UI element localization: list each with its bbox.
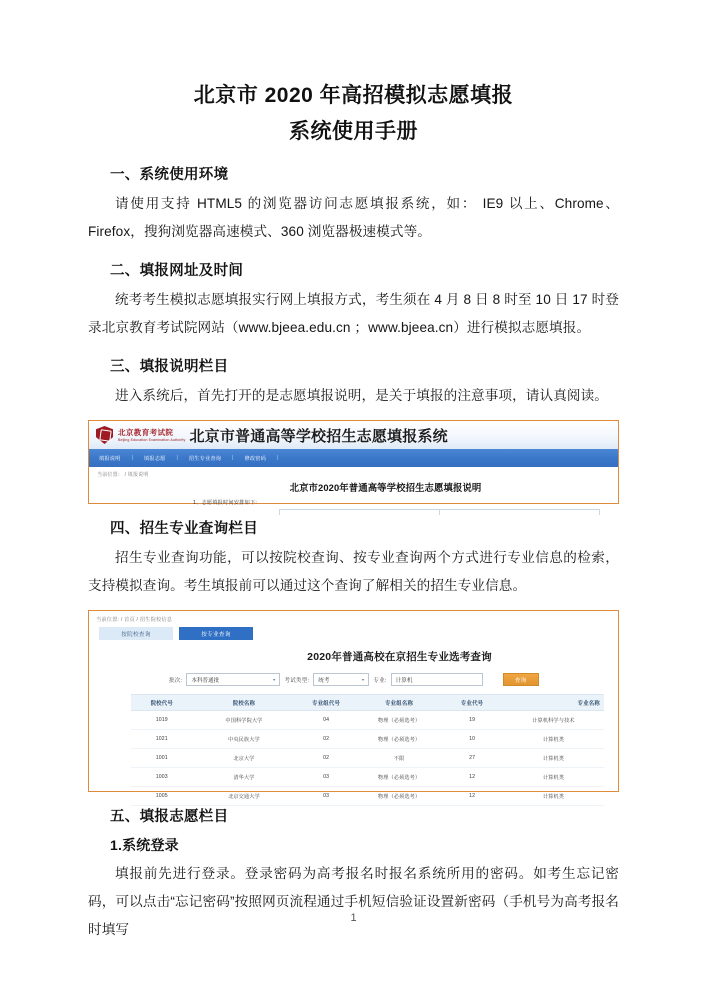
cell-school-code: 1021 bbox=[131, 730, 193, 749]
table-row bbox=[131, 768, 604, 787]
section-paragraph-4: 招生专业查询功能，可以按院校查询、按专业查询两个方式进行专业信息的检索，支持模拟查询。考生填报前可以通过这个查询了解相关的招生专业信息。 bbox=[88, 550, 619, 593]
cell-major-name: 计算机科学与技术 bbox=[503, 711, 604, 730]
page-number: 1 bbox=[350, 912, 357, 924]
cell-major-name: 计算机类 bbox=[503, 787, 604, 806]
notice-item-1: 1、志愿填报时间安排如下: bbox=[193, 500, 257, 506]
nav-separator: | bbox=[277, 455, 279, 461]
tab-by-school[interactable]: 按院校查询 bbox=[99, 627, 173, 640]
system-title: 北京市普通高等学校招生志愿填报系统 bbox=[189, 427, 448, 445]
cell-major-code: 12 bbox=[441, 787, 503, 806]
section-paragraph-3: 进入系统后，首先打开的是志愿填报说明，是关于填报的注意事项，请认真阅读。 bbox=[115, 388, 608, 403]
table-row bbox=[131, 730, 604, 749]
query-breadcrumb: 当前位置: / 首页 / 招生院校信息 bbox=[96, 617, 173, 623]
cell-major-code: 12 bbox=[441, 768, 503, 787]
logo-english-name: Beijing Education Examination Authority bbox=[118, 437, 186, 442]
cell-group-code: 02 bbox=[295, 730, 357, 749]
page-title bbox=[88, 78, 619, 150]
embedded-screenshot-major-query bbox=[88, 610, 619, 800]
column-header-school-code: 院校代号 bbox=[131, 695, 193, 711]
exam-type-select[interactable] bbox=[313, 673, 369, 686]
cell-school-code: 1019 bbox=[131, 711, 193, 730]
nav-separator: | bbox=[232, 455, 234, 461]
nav-item-change-password[interactable]: 修改密码 bbox=[244, 455, 267, 462]
column-header-group-name: 专业组名称 bbox=[357, 695, 441, 711]
column-header-major-name: 专业名称 bbox=[503, 695, 604, 711]
title-line-2: 系统使用手册 bbox=[289, 120, 418, 143]
cell-group-name: 物理（必须选考） bbox=[357, 730, 441, 749]
cell-major-name: 计算机类 bbox=[503, 749, 604, 768]
cell-group-name: 物理（必须选考） bbox=[357, 768, 441, 787]
column-header-school-name: 院校名称 bbox=[193, 695, 296, 711]
section-paragraph-1: 请使用支持 HTML5 的浏览器访问志愿填报系统，如： IE9 以上、Chrome、Firefox，搜狗浏览器高速模式、360 浏览器极速模式等。 bbox=[88, 196, 619, 239]
major-input-value: 计算机 bbox=[395, 677, 413, 684]
major-label: 专业: bbox=[373, 677, 387, 684]
embedded-screenshot-system bbox=[88, 420, 619, 504]
table-row bbox=[131, 749, 604, 768]
system-content-area bbox=[89, 480, 618, 514]
query-results-table-wrapper bbox=[131, 694, 604, 806]
cell-school-name: 清华大学 bbox=[193, 768, 296, 787]
cell-major-name: 计算机类 bbox=[503, 768, 604, 787]
cell-group-code: 03 bbox=[295, 768, 357, 787]
table-row bbox=[131, 787, 604, 806]
subsection-heading-login: 1.系统登录 bbox=[110, 837, 179, 853]
cell-group-name: 不限 bbox=[357, 749, 441, 768]
nav-separator: | bbox=[131, 455, 133, 461]
logo-text-block bbox=[118, 428, 185, 443]
nav-item-instructions[interactable]: 填报说明 bbox=[99, 455, 121, 462]
system-navigation-bar bbox=[89, 449, 618, 467]
table-header-row bbox=[131, 695, 604, 711]
cell-group-code: 03 bbox=[295, 787, 357, 806]
cell-school-name: 北京交通大学 bbox=[193, 787, 296, 806]
notice-schedule-table bbox=[279, 509, 600, 515]
section-heading-3: 三、填报说明栏目 bbox=[110, 359, 229, 375]
column-header-group-code: 专业组代号 bbox=[295, 695, 357, 711]
section-heading-5: 五、填报志愿栏目 bbox=[110, 809, 229, 825]
nav-separator: | bbox=[176, 455, 178, 461]
tab-by-major[interactable]: 按专业查询 bbox=[179, 627, 253, 640]
batch-label: 批次: bbox=[169, 677, 183, 684]
section-paragraph-2: 统考考生模拟志愿填报实行网上填报方式，考生须在 4 月 8 日 8 时至 10 日 17 时登录北京教育考试院网站（www.bjeea.edu.cn ；www.bjeea.cn）进行模拟志愿填报。 bbox=[88, 292, 619, 335]
table-body bbox=[131, 711, 604, 806]
section-paragraph-5: 填报前先进行登录。登录密码为高考报名时报名系统所用的密码。如考生忘记密码，可以点击“忘记密码”按照网页流程通过手机短信验证设置新密码（手机号为高考报名时填写 bbox=[88, 866, 619, 937]
chevron-down-icon: ▾ bbox=[272, 677, 276, 682]
cell-major-code: 27 bbox=[441, 749, 503, 768]
query-panel-title: 2020年普通高校在京招生专业选考查询 bbox=[307, 651, 492, 663]
cell-group-name: 物理（必须选考） bbox=[357, 787, 441, 806]
cell-school-code: 1001 bbox=[131, 749, 193, 768]
query-results-table bbox=[131, 695, 604, 806]
nav-item-fill-application[interactable]: 填报志愿 bbox=[143, 455, 166, 462]
major-search-input[interactable] bbox=[391, 673, 483, 686]
cell-school-code: 1005 bbox=[131, 787, 193, 806]
section-heading-1: 一、系统使用环境 bbox=[110, 167, 229, 183]
query-form bbox=[89, 664, 618, 686]
batch-select[interactable] bbox=[186, 673, 280, 686]
cell-school-code: 1003 bbox=[131, 768, 193, 787]
cell-major-code: 10 bbox=[441, 730, 503, 749]
cell-group-code: 02 bbox=[295, 749, 357, 768]
exam-type-value: 统考 bbox=[318, 677, 330, 684]
logo-chinese-name: 北京教育考试院 bbox=[118, 427, 174, 437]
title-line-1: 北京市 2020 年高招模拟志愿填报 bbox=[193, 84, 514, 107]
section-heading-4: 四、招生专业查询栏目 bbox=[110, 521, 258, 537]
system-breadcrumb: 当前位置： / 填报说明 bbox=[97, 472, 149, 478]
cell-group-name: 物理（必须选考） bbox=[357, 711, 441, 730]
cell-group-code: 04 bbox=[295, 711, 357, 730]
exam-type-label: 考试类型: bbox=[284, 677, 310, 684]
query-tab-bar bbox=[89, 623, 618, 640]
section-heading-2: 二、填报网址及时间 bbox=[110, 263, 244, 279]
batch-value: 本科普通批 bbox=[191, 677, 220, 684]
cell-school-name: 中国科学院大学 bbox=[193, 711, 296, 730]
table-row bbox=[131, 711, 604, 730]
nav-item-major-query[interactable]: 招生专业查询 bbox=[188, 455, 222, 462]
column-header-major-code: 专业代号 bbox=[441, 695, 503, 711]
notice-title: 北京市2020年普通高等学校招生志愿填报说明 bbox=[289, 482, 482, 493]
cell-school-name: 北京大学 bbox=[193, 749, 296, 768]
cell-major-name: 计算机类 bbox=[503, 730, 604, 749]
search-button[interactable]: 查询 bbox=[503, 673, 539, 686]
cell-school-name: 中央民族大学 bbox=[193, 730, 296, 749]
chevron-down-icon: ▾ bbox=[361, 677, 365, 682]
cell-major-code: 19 bbox=[441, 711, 503, 730]
system-header bbox=[89, 421, 618, 449]
examination-authority-logo-icon bbox=[95, 425, 115, 445]
